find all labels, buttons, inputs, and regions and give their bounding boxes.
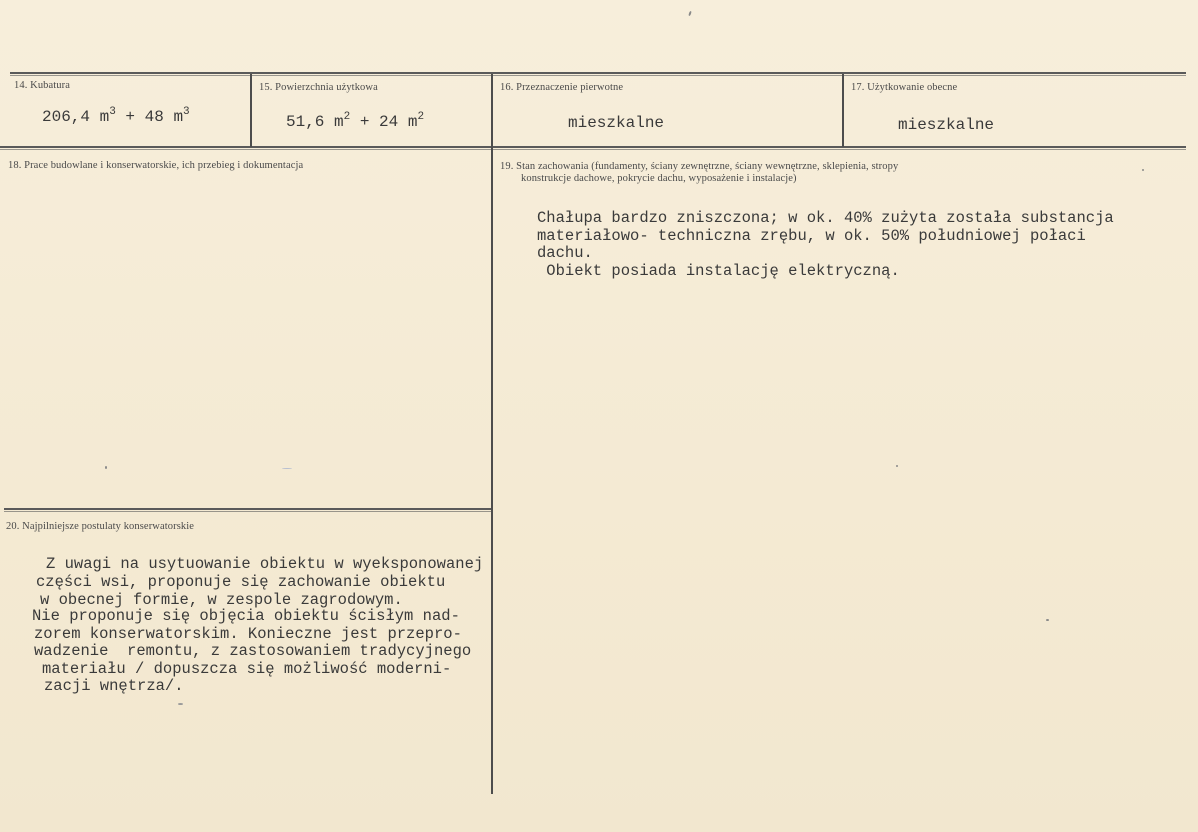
field-14-label: 14. Kubatura — [14, 80, 71, 91]
paper-speck — [1142, 169, 1144, 171]
field-17-label: 17. Użytkowanie obecne — [851, 82, 958, 93]
paper-speck — [105, 466, 107, 469]
powierzchnia-exponent-1: 2 — [343, 111, 351, 123]
paper-speck — [688, 11, 692, 16]
field-20-line-7: materiału / dopuszcza się możliwość moderni- — [42, 660, 452, 678]
field-20-label: 20. Najpilniejsze postulaty konserwatorskie — [6, 521, 195, 532]
col-divider-16-17 — [842, 74, 844, 147]
field-16-label: 16. Przeznaczenie pierwotne — [500, 82, 624, 93]
field-19-line-3: dachu. — [537, 244, 593, 262]
kubatura-exponent-2: 3 — [183, 106, 190, 118]
col-divider-14-15 — [250, 74, 252, 147]
field-19-line-1: Chałupa bardzo zniszczona; w ok. 40% zużyta została substancja — [537, 209, 1114, 227]
top-border-rule — [10, 72, 1186, 74]
field-16-value: mieszkalne — [568, 114, 665, 132]
field-19-line-4: Obiekt posiada instalację elektryczną. — [537, 262, 900, 280]
paper-speck — [282, 468, 292, 469]
field-15-label: 15. Powierzchnia użytkowa — [259, 82, 378, 93]
powierzchnia-value-1: 51,6 m — [286, 113, 344, 131]
top-border-rule-thin — [10, 75, 1186, 76]
row-divider-rule-thin — [0, 149, 1186, 150]
row-divider-rule — [0, 146, 1186, 148]
field-20-line-5: zorem konserwatorskim. Konieczne jest przepro- — [34, 625, 462, 643]
field-19-line-2: materiałowo- techniczna zrębu, w ok. 50% południowej połaci — [537, 227, 1086, 245]
section-18-bottom-rule — [4, 508, 492, 510]
field-20-line-3: w obecnej formie, w zespole zagrodowym. — [40, 591, 403, 609]
paper-speck — [896, 465, 898, 467]
field-19-label-line2: konstrukcje dachowe, pokrycie dachu, wyposażenie i instalacje) — [521, 173, 797, 184]
kubatura-exponent-1: 3 — [109, 106, 116, 118]
paper-speck — [178, 703, 183, 705]
kubatura-value-2: + 48 m — [115, 108, 184, 126]
field-19-label-line1: 19. Stan zachowania (fundamenty, ściany zewnętrzne, ściany wewnętrzne, sklepienia, stropy — [500, 161, 899, 172]
kubatura-value-1: 206,4 m — [42, 108, 110, 126]
powierzchnia-exponent-2: 2 — [417, 111, 425, 123]
section-18-bottom-rule-thin — [4, 511, 492, 512]
field-20-line-1: Z uwagi na usytuowanie obiektu w wyeksponowanej — [46, 555, 484, 573]
field-20-line-8: zacji wnętrza/. — [44, 677, 184, 695]
field-20-line-4: Nie proponuje się objęcia obiektu ścisłym nad- — [32, 607, 460, 625]
field-20-line-2: części wsi, proponuje się zachowanie obiektu — [36, 573, 446, 591]
field-18-label: 18. Prace budowlane i konserwatorskie, ich przebieg i dokumentacja — [8, 160, 304, 171]
field-14-value — [42, 108, 190, 126]
col-divider-15-16 — [491, 74, 493, 794]
field-15-value — [286, 113, 424, 131]
field-17-value: mieszkalne — [898, 116, 995, 134]
powierzchnia-value-2: + 24 m — [350, 113, 418, 131]
field-20-line-6: wadzenie remontu, z zastosowaniem tradycyjnego — [34, 642, 472, 660]
paper-speck — [1046, 619, 1049, 621]
